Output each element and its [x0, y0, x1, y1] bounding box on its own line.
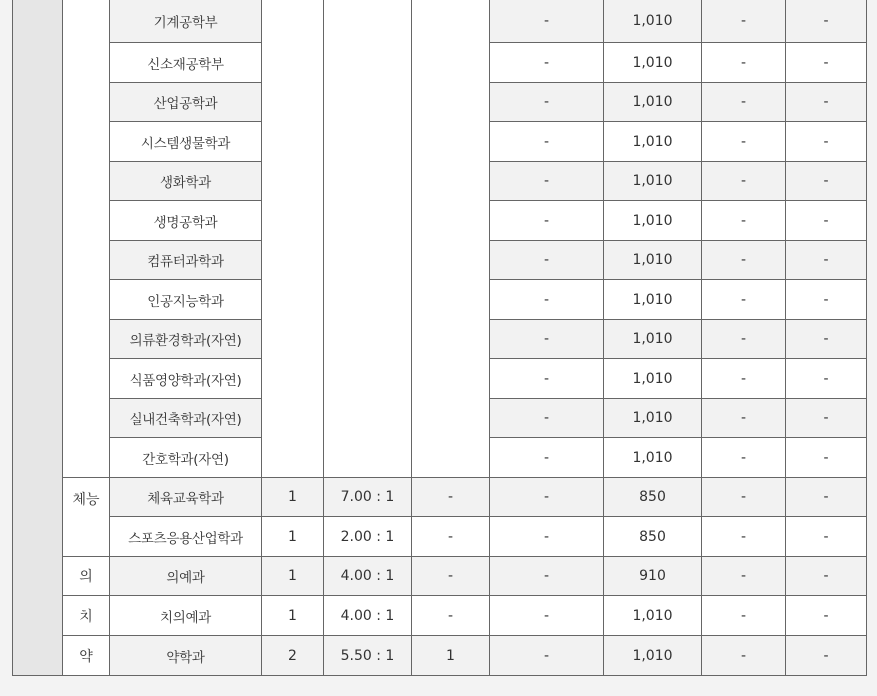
dept-cell: 생명공학과 [110, 201, 262, 241]
col5-cell: - [490, 517, 604, 557]
score-cell: 910 [604, 557, 702, 596]
col5-cell: - [490, 596, 604, 636]
extra-cell: - [412, 596, 490, 636]
col7-cell: - [702, 122, 786, 162]
score-cell: 1,010 [604, 320, 702, 359]
dept-cell: 치의예과 [110, 596, 262, 636]
col5-cell: - [490, 636, 604, 676]
merged-empty-cell [324, 0, 412, 478]
col5-cell: - [490, 399, 604, 438]
dept-cell: 컴퓨터과학과 [110, 241, 262, 280]
extra-cell: 1 [412, 636, 490, 676]
count-cell: 1 [262, 596, 324, 636]
col8-cell: - [786, 162, 867, 201]
col7-cell: - [702, 0, 786, 43]
col5-cell: - [490, 478, 604, 517]
score-cell: 1,010 [604, 122, 702, 162]
col7-cell: - [702, 83, 786, 122]
col8-cell: - [786, 320, 867, 359]
category-cell: 치 [63, 596, 110, 636]
col8-cell: - [786, 359, 867, 399]
score-cell: 1,010 [604, 83, 702, 122]
dept-cell: 체육교육학과 [110, 478, 262, 517]
col8-cell: - [786, 241, 867, 280]
col8-cell: - [786, 122, 867, 162]
col5-cell: - [490, 162, 604, 201]
col8-cell: - [786, 596, 867, 636]
col7-cell: - [702, 201, 786, 241]
admission-results-table [12, 0, 867, 676]
col7-cell: - [702, 162, 786, 201]
dept-cell: 약학과 [110, 636, 262, 676]
col8-cell: - [786, 280, 867, 320]
col7-cell: - [702, 399, 786, 438]
col8-cell: - [786, 83, 867, 122]
col7-cell: - [702, 43, 786, 83]
ratio-cell: 4.00 : 1 [324, 557, 412, 596]
dept-cell: 의예과 [110, 557, 262, 596]
merged-empty-cell [412, 0, 490, 478]
col5-cell: - [490, 359, 604, 399]
score-cell: 850 [604, 478, 702, 517]
col5-cell: - [490, 320, 604, 359]
ratio-cell: 4.00 : 1 [324, 596, 412, 636]
col5-cell: - [490, 280, 604, 320]
dept-cell: 인공지능학과 [110, 280, 262, 320]
count-cell: 2 [262, 636, 324, 676]
col5-cell: - [490, 241, 604, 280]
score-cell: 1,010 [604, 438, 702, 478]
extra-cell: - [412, 478, 490, 517]
col7-cell: - [702, 596, 786, 636]
score-cell: 1,010 [604, 636, 702, 676]
col7-cell: - [702, 478, 786, 517]
col7-cell: - [702, 280, 786, 320]
score-cell: 1,010 [604, 359, 702, 399]
col7-cell: - [702, 241, 786, 280]
col7-cell: - [702, 320, 786, 359]
col7-cell: - [702, 438, 786, 478]
col5-cell: - [490, 438, 604, 478]
dept-cell: 식품영양학과(자연) [110, 359, 262, 399]
col5-cell: - [490, 122, 604, 162]
score-cell: 1,010 [604, 399, 702, 438]
category-cell: 의 [63, 557, 110, 596]
score-cell: 1,010 [604, 241, 702, 280]
col5-cell: - [490, 83, 604, 122]
score-cell: 1,010 [604, 280, 702, 320]
count-cell: 1 [262, 557, 324, 596]
dept-cell: 신소재공학부 [110, 43, 262, 83]
dept-cell: 간호학과(자연) [110, 438, 262, 478]
category-cell [63, 0, 110, 478]
col8-cell: - [786, 399, 867, 438]
score-cell: 1,010 [604, 43, 702, 83]
col8-cell: - [786, 478, 867, 517]
col8-cell: - [786, 636, 867, 676]
col7-cell: - [702, 517, 786, 557]
category-cell: 약 [63, 636, 110, 676]
score-cell: 850 [604, 517, 702, 557]
col7-cell: - [702, 359, 786, 399]
dept-cell: 시스템생물학과 [110, 122, 262, 162]
ratio-cell: 7.00 : 1 [324, 478, 412, 517]
col8-cell: - [786, 517, 867, 557]
col5-cell: - [490, 0, 604, 43]
category-cell: 체능 [63, 478, 110, 557]
col7-cell: - [702, 557, 786, 596]
dept-cell: 생화학과 [110, 162, 262, 201]
dept-cell: 산업공학과 [110, 83, 262, 122]
ratio-cell: 2.00 : 1 [324, 517, 412, 557]
score-cell: 1,010 [604, 0, 702, 43]
extra-cell: - [412, 517, 490, 557]
score-cell: 1,010 [604, 596, 702, 636]
col8-cell: - [786, 438, 867, 478]
score-cell: 1,010 [604, 162, 702, 201]
dept-cell: 의류환경학과(자연) [110, 320, 262, 359]
col5-cell: - [490, 201, 604, 241]
col8-cell: - [786, 43, 867, 83]
ratio-cell: 5.50 : 1 [324, 636, 412, 676]
count-cell: 1 [262, 517, 324, 557]
dept-cell: 기계공학부 [110, 0, 262, 43]
col8-cell: - [786, 557, 867, 596]
score-cell: 1,010 [604, 201, 702, 241]
count-cell: 1 [262, 478, 324, 517]
col8-cell: - [786, 0, 867, 43]
col5-cell: - [490, 557, 604, 596]
col7-cell: - [702, 636, 786, 676]
col5-cell: - [490, 43, 604, 83]
dept-cell: 실내건축학과(자연) [110, 399, 262, 438]
col8-cell: - [786, 201, 867, 241]
left-margin-column [12, 0, 63, 676]
extra-cell: - [412, 557, 490, 596]
dept-cell: 스포츠응용산업학과 [110, 517, 262, 557]
merged-empty-cell [262, 0, 324, 478]
